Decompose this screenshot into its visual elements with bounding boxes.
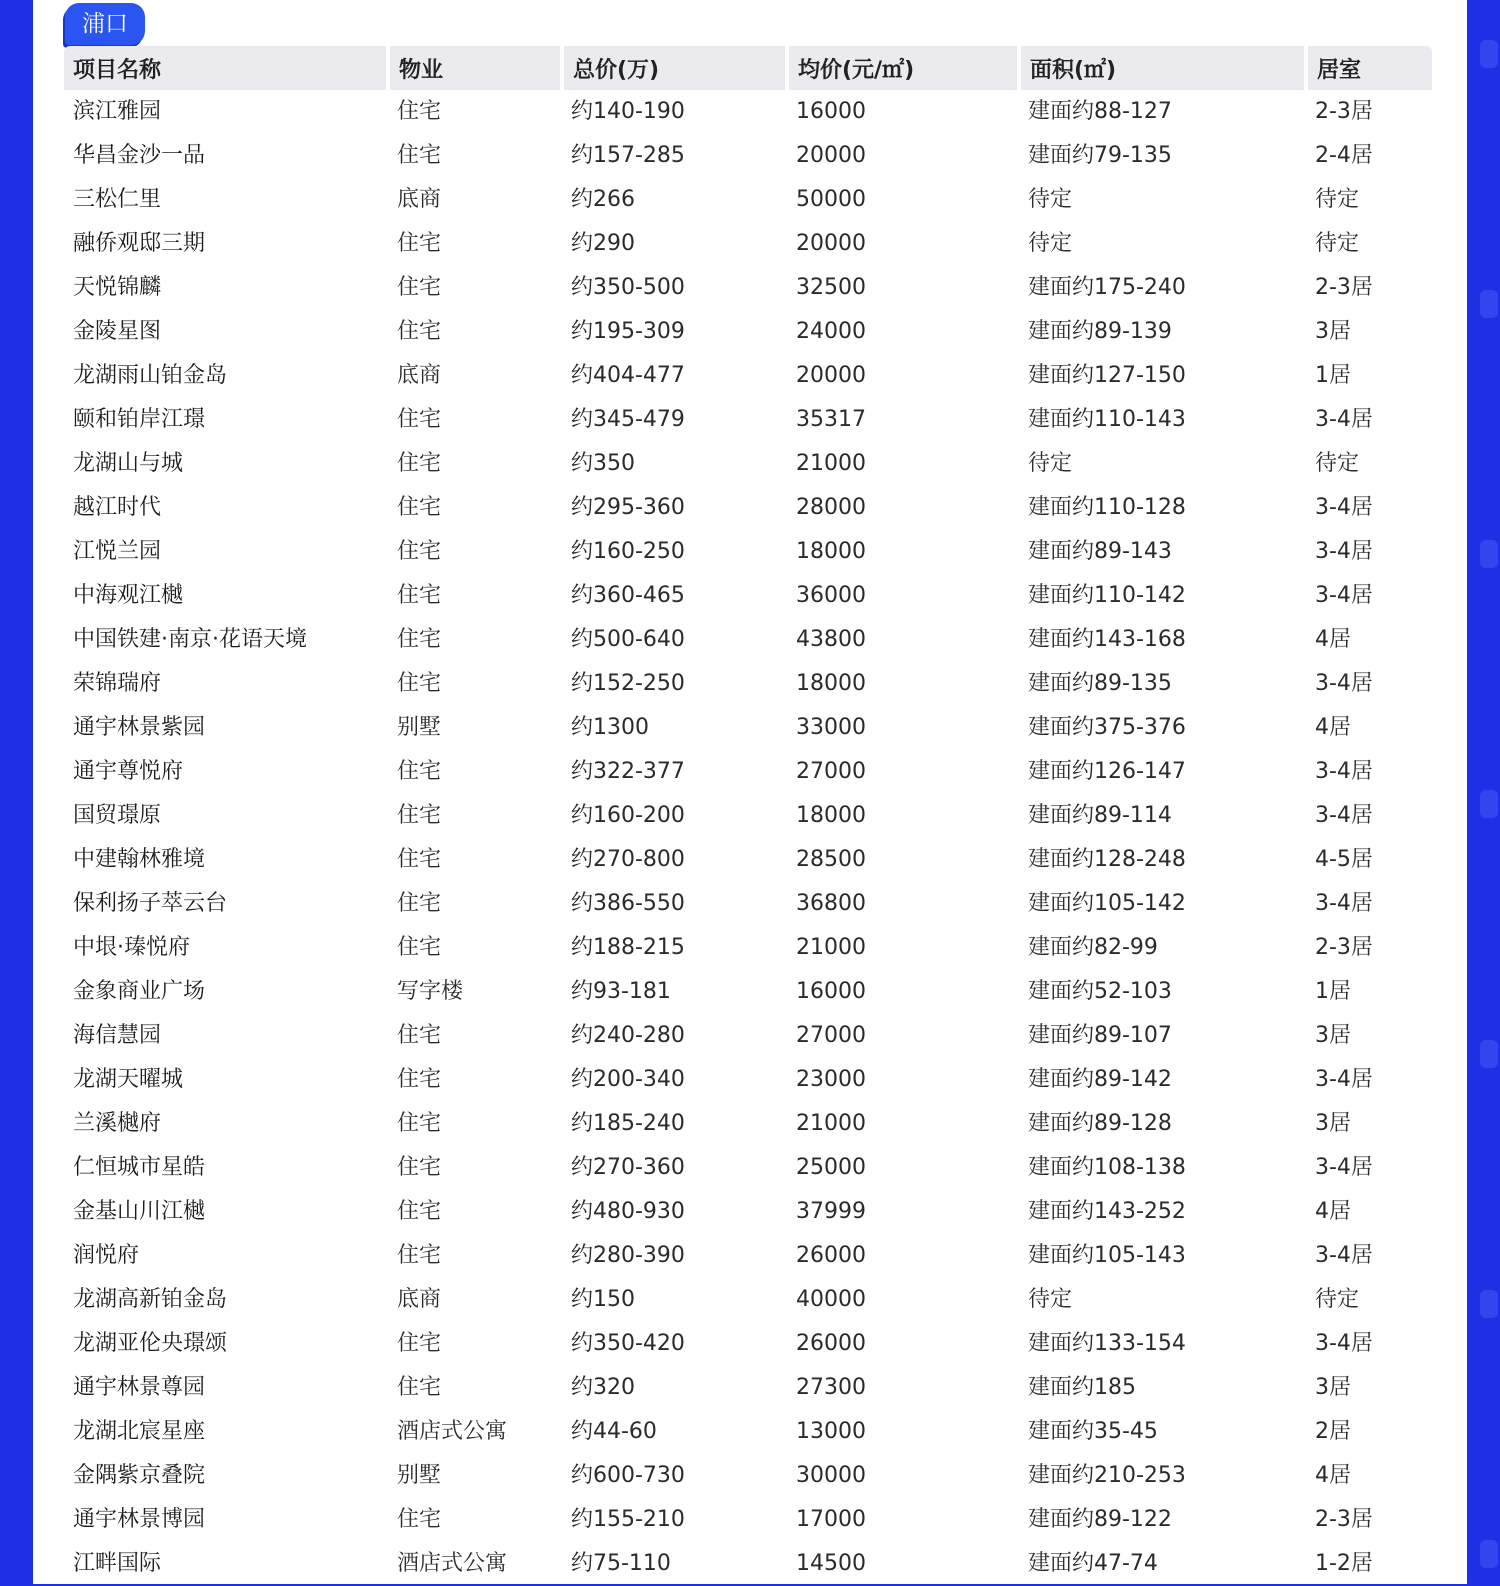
table-row bbox=[64, 574, 1432, 618]
total-price-cell: 约350 bbox=[571, 451, 635, 476]
table-row bbox=[64, 266, 1432, 310]
property-type-cell: 住宅 bbox=[397, 583, 442, 608]
area-cell: 建面约375-376 bbox=[1028, 715, 1186, 740]
property-type-cell: 别墅 bbox=[397, 715, 442, 740]
avg-price-cell: 28000 bbox=[796, 495, 866, 520]
project-name-cell: 通宇林景紫园 bbox=[73, 715, 206, 740]
avg-price-cell: 21000 bbox=[796, 935, 866, 960]
avg-price-cell: 30000 bbox=[796, 1463, 866, 1488]
edge-mark bbox=[1480, 1040, 1498, 1068]
header-rooms: 居室 bbox=[1306, 46, 1432, 90]
rooms-cell: 2-3居 bbox=[1315, 1507, 1373, 1532]
area-cell: 建面约105-143 bbox=[1028, 1243, 1186, 1268]
table-row bbox=[64, 1190, 1432, 1234]
project-name-cell: 金象商业广场 bbox=[73, 979, 206, 1004]
project-name-cell: 三松仁里 bbox=[73, 187, 162, 212]
property-type-cell: 住宅 bbox=[397, 451, 442, 476]
table-row bbox=[64, 1014, 1432, 1058]
project-name-cell: 龙湖高新铂金岛 bbox=[73, 1287, 228, 1312]
table-row bbox=[64, 354, 1432, 398]
property-type-cell: 住宅 bbox=[397, 1243, 442, 1268]
avg-price-cell: 20000 bbox=[796, 231, 866, 256]
project-name-cell: 中建翰林雅境 bbox=[73, 847, 206, 872]
rooms-cell: 3-4居 bbox=[1315, 583, 1373, 608]
area-cell: 建面约143-168 bbox=[1028, 627, 1186, 652]
property-type-cell: 写字楼 bbox=[397, 979, 464, 1004]
rooms-cell: 3-4居 bbox=[1315, 803, 1373, 828]
rooms-cell: 3-4居 bbox=[1315, 407, 1373, 432]
rooms-cell: 3-4居 bbox=[1315, 759, 1373, 784]
rooms-cell: 3-4居 bbox=[1315, 671, 1373, 696]
avg-price-cell: 18000 bbox=[796, 671, 866, 696]
project-name-cell: 国贸璟原 bbox=[73, 803, 162, 828]
rooms-cell: 2-3居 bbox=[1315, 935, 1373, 960]
area-cell: 建面约127-150 bbox=[1028, 363, 1186, 388]
project-name-cell: 江畔国际 bbox=[73, 1551, 162, 1576]
table-row bbox=[64, 1498, 1432, 1542]
avg-price-cell: 20000 bbox=[796, 143, 866, 168]
property-type-cell: 住宅 bbox=[397, 1155, 442, 1180]
avg-price-cell: 26000 bbox=[796, 1243, 866, 1268]
project-name-cell: 龙湖亚伦央璟颂 bbox=[73, 1331, 228, 1356]
rooms-cell: 4-5居 bbox=[1315, 847, 1373, 872]
total-price-cell: 约44-60 bbox=[571, 1419, 657, 1444]
total-price-cell: 约280-390 bbox=[571, 1243, 685, 1268]
area-cell: 建面约143-252 bbox=[1028, 1199, 1186, 1224]
area-cell: 建面约110-128 bbox=[1028, 495, 1186, 520]
edge-mark bbox=[1480, 790, 1498, 818]
total-price-cell: 约322-377 bbox=[571, 759, 685, 784]
area-cell: 建面约35-45 bbox=[1028, 1419, 1158, 1444]
rooms-cell: 3居 bbox=[1315, 1375, 1351, 1400]
total-price-cell: 约480-930 bbox=[571, 1199, 685, 1224]
rooms-cell: 3居 bbox=[1315, 319, 1351, 344]
avg-price-cell: 35317 bbox=[796, 407, 866, 432]
project-name-cell: 通宇林景博园 bbox=[73, 1507, 206, 1532]
avg-price-cell: 18000 bbox=[796, 539, 866, 564]
total-price-cell: 约350-420 bbox=[571, 1331, 685, 1356]
total-price-cell: 约404-477 bbox=[571, 363, 685, 388]
project-name-cell: 龙湖北宸星座 bbox=[73, 1419, 206, 1444]
project-name-cell: 金基山川江樾 bbox=[73, 1199, 206, 1224]
rooms-cell: 3-4居 bbox=[1315, 1067, 1373, 1092]
property-type-cell: 酒店式公寓 bbox=[397, 1551, 508, 1576]
property-type-cell: 住宅 bbox=[397, 803, 442, 828]
rooms-cell: 4居 bbox=[1315, 1199, 1351, 1224]
property-type-cell: 住宅 bbox=[397, 671, 442, 696]
total-price-cell: 约152-250 bbox=[571, 671, 685, 696]
area-cell: 建面约79-135 bbox=[1028, 143, 1172, 168]
property-type-cell: 别墅 bbox=[397, 1463, 442, 1488]
table-row bbox=[64, 1542, 1432, 1586]
district-tag: 浦口 bbox=[65, 3, 145, 45]
rooms-cell: 待定 bbox=[1315, 187, 1360, 212]
project-name-cell: 通宇尊悦府 bbox=[73, 759, 184, 784]
avg-price-cell: 43800 bbox=[796, 627, 866, 652]
table-row bbox=[64, 1322, 1432, 1366]
property-type-cell: 住宅 bbox=[397, 627, 442, 652]
project-name-cell: 华昌金沙一品 bbox=[73, 143, 206, 168]
rooms-cell: 3-4居 bbox=[1315, 1155, 1373, 1180]
project-name-cell: 越江时代 bbox=[73, 495, 162, 520]
edge-mark bbox=[1480, 1290, 1498, 1318]
avg-price-cell: 37999 bbox=[796, 1199, 866, 1224]
property-type-cell: 住宅 bbox=[397, 759, 442, 784]
avg-price-cell: 23000 bbox=[796, 1067, 866, 1092]
property-type-cell: 酒店式公寓 bbox=[397, 1419, 508, 1444]
total-price-cell: 约160-200 bbox=[571, 803, 685, 828]
edge-decoration bbox=[1470, 0, 1500, 1584]
total-price-cell: 约75-110 bbox=[571, 1551, 671, 1576]
table-row bbox=[64, 398, 1432, 442]
project-name-cell: 龙湖山与城 bbox=[73, 451, 184, 476]
total-price-cell: 约155-210 bbox=[571, 1507, 685, 1532]
header-avg-price: 均价(元/㎡) bbox=[787, 46, 1019, 90]
avg-price-cell: 50000 bbox=[796, 187, 866, 212]
avg-price-cell: 32500 bbox=[796, 275, 866, 300]
project-name-cell: 仁恒城市星皓 bbox=[73, 1155, 206, 1180]
table-row bbox=[64, 90, 1432, 134]
edge-mark bbox=[1480, 540, 1498, 568]
rooms-cell: 2居 bbox=[1315, 1419, 1351, 1444]
area-cell: 待定 bbox=[1028, 231, 1073, 256]
rooms-cell: 3-4居 bbox=[1315, 1243, 1373, 1268]
property-type-cell: 住宅 bbox=[397, 1067, 442, 1092]
total-price-cell: 约240-280 bbox=[571, 1023, 685, 1048]
area-cell: 建面约126-147 bbox=[1028, 759, 1186, 784]
area-cell: 建面约82-99 bbox=[1028, 935, 1158, 960]
rooms-cell: 待定 bbox=[1315, 451, 1360, 476]
total-price-cell: 约600-730 bbox=[571, 1463, 685, 1488]
rooms-cell: 4居 bbox=[1315, 627, 1351, 652]
avg-price-cell: 26000 bbox=[796, 1331, 866, 1356]
avg-price-cell: 40000 bbox=[796, 1287, 866, 1312]
total-price-cell: 约157-285 bbox=[571, 143, 685, 168]
project-name-cell: 江悦兰园 bbox=[73, 539, 162, 564]
property-type-cell: 住宅 bbox=[397, 1023, 442, 1048]
area-cell: 建面约110-143 bbox=[1028, 407, 1186, 432]
rooms-cell: 3-4居 bbox=[1315, 539, 1373, 564]
table-row bbox=[64, 486, 1432, 530]
area-cell: 建面约110-142 bbox=[1028, 583, 1186, 608]
table-row bbox=[64, 134, 1432, 178]
area-cell: 建面约89-142 bbox=[1028, 1067, 1172, 1092]
property-type-cell: 住宅 bbox=[397, 143, 442, 168]
table-row bbox=[64, 706, 1432, 750]
table-row bbox=[64, 1454, 1432, 1498]
table-row bbox=[64, 970, 1432, 1014]
table-row bbox=[64, 750, 1432, 794]
avg-price-cell: 25000 bbox=[796, 1155, 866, 1180]
project-name-cell: 通宇林景尊园 bbox=[73, 1375, 206, 1400]
total-price-cell: 约295-360 bbox=[571, 495, 685, 520]
total-price-cell: 约360-465 bbox=[571, 583, 685, 608]
area-cell: 建面约52-103 bbox=[1028, 979, 1172, 1004]
area-cell: 建面约89-114 bbox=[1028, 803, 1172, 828]
total-price-cell: 约1300 bbox=[571, 715, 649, 740]
total-price-cell: 约188-215 bbox=[571, 935, 685, 960]
area-cell: 待定 bbox=[1028, 451, 1073, 476]
table-row bbox=[64, 662, 1432, 706]
project-name-cell: 海信慧园 bbox=[73, 1023, 162, 1048]
table-row bbox=[64, 794, 1432, 838]
total-price-cell: 约150 bbox=[571, 1287, 635, 1312]
avg-price-cell: 36000 bbox=[796, 583, 866, 608]
avg-price-cell: 16000 bbox=[796, 99, 866, 124]
total-price-cell: 约185-240 bbox=[571, 1111, 685, 1136]
avg-price-cell: 13000 bbox=[796, 1419, 866, 1444]
rooms-cell: 3-4居 bbox=[1315, 891, 1373, 916]
rooms-cell: 待定 bbox=[1315, 1287, 1360, 1312]
edge-mark bbox=[1480, 290, 1498, 318]
project-name-cell: 龙湖雨山铂金岛 bbox=[73, 363, 228, 388]
total-price-cell: 约290 bbox=[571, 231, 635, 256]
area-cell: 建面约47-74 bbox=[1028, 1551, 1158, 1576]
avg-price-cell: 18000 bbox=[796, 803, 866, 828]
rooms-cell: 3-4居 bbox=[1315, 495, 1373, 520]
total-price-cell: 约350-500 bbox=[571, 275, 685, 300]
rooms-cell: 1-2居 bbox=[1315, 1551, 1373, 1576]
project-name-cell: 荣锦瑞府 bbox=[73, 671, 162, 696]
table-row bbox=[64, 926, 1432, 970]
avg-price-cell: 33000 bbox=[796, 715, 866, 740]
header-property-type: 物业 bbox=[388, 46, 562, 90]
property-type-cell: 底商 bbox=[397, 187, 442, 212]
total-price-cell: 约270-360 bbox=[571, 1155, 685, 1180]
property-type-cell: 住宅 bbox=[397, 891, 442, 916]
avg-price-cell: 21000 bbox=[796, 1111, 866, 1136]
area-cell: 建面约210-253 bbox=[1028, 1463, 1186, 1488]
rooms-cell: 3-4居 bbox=[1315, 1331, 1373, 1356]
property-type-cell: 住宅 bbox=[397, 847, 442, 872]
area-cell: 待定 bbox=[1028, 187, 1073, 212]
project-name-cell: 金隅紫京叠院 bbox=[73, 1463, 206, 1488]
property-type-cell: 住宅 bbox=[397, 1111, 442, 1136]
area-cell: 建面约89-139 bbox=[1028, 319, 1172, 344]
table-row bbox=[64, 442, 1432, 486]
property-type-cell: 底商 bbox=[397, 1287, 442, 1312]
header-area: 面积(㎡) bbox=[1019, 46, 1306, 90]
avg-price-cell: 20000 bbox=[796, 363, 866, 388]
avg-price-cell: 14500 bbox=[796, 1551, 866, 1576]
property-type-cell: 住宅 bbox=[397, 99, 442, 124]
total-price-cell: 约266 bbox=[571, 187, 635, 212]
table-row bbox=[64, 882, 1432, 926]
table-row bbox=[64, 530, 1432, 574]
table-row bbox=[64, 1278, 1432, 1322]
project-name-cell: 龙湖天曜城 bbox=[73, 1067, 184, 1092]
avg-price-cell: 16000 bbox=[796, 979, 866, 1004]
total-price-cell: 约320 bbox=[571, 1375, 635, 1400]
avg-price-cell: 21000 bbox=[796, 451, 866, 476]
rooms-cell: 2-4居 bbox=[1315, 143, 1373, 168]
rooms-cell: 4居 bbox=[1315, 1463, 1351, 1488]
total-price-cell: 约386-550 bbox=[571, 891, 685, 916]
total-price-cell: 约140-190 bbox=[571, 99, 685, 124]
total-price-cell: 约270-800 bbox=[571, 847, 685, 872]
listing-table bbox=[64, 46, 1432, 1586]
project-name-cell: 金陵星图 bbox=[73, 319, 162, 344]
avg-price-cell: 28500 bbox=[796, 847, 866, 872]
area-cell: 建面约128-248 bbox=[1028, 847, 1186, 872]
area-cell: 建面约89-135 bbox=[1028, 671, 1172, 696]
area-cell: 建面约89-128 bbox=[1028, 1111, 1172, 1136]
total-price-cell: 约345-479 bbox=[571, 407, 685, 432]
area-cell: 建面约133-154 bbox=[1028, 1331, 1186, 1356]
table-row bbox=[64, 1146, 1432, 1190]
rooms-cell: 1居 bbox=[1315, 979, 1351, 1004]
rooms-cell: 4居 bbox=[1315, 715, 1351, 740]
table-row bbox=[64, 1102, 1432, 1146]
avg-price-cell: 24000 bbox=[796, 319, 866, 344]
table-row bbox=[64, 618, 1432, 662]
area-cell: 建面约175-240 bbox=[1028, 275, 1186, 300]
property-type-cell: 住宅 bbox=[397, 319, 442, 344]
area-cell: 建面约89-122 bbox=[1028, 1507, 1172, 1532]
edge-mark bbox=[1480, 40, 1498, 68]
area-cell: 待定 bbox=[1028, 1287, 1073, 1312]
table-row bbox=[64, 1410, 1432, 1454]
table-row bbox=[64, 1234, 1432, 1278]
avg-price-cell: 27000 bbox=[796, 759, 866, 784]
total-price-cell: 约200-340 bbox=[571, 1067, 685, 1092]
rooms-cell: 2-3居 bbox=[1315, 99, 1373, 124]
project-name-cell: 颐和铂岸江璟 bbox=[73, 407, 206, 432]
property-type-cell: 住宅 bbox=[397, 1375, 442, 1400]
rooms-cell: 3居 bbox=[1315, 1111, 1351, 1136]
table-row bbox=[64, 310, 1432, 354]
property-type-cell: 住宅 bbox=[397, 935, 442, 960]
total-price-cell: 约93-181 bbox=[571, 979, 671, 1004]
project-name-cell: 中国铁建·南京·花语天境 bbox=[73, 627, 307, 652]
area-cell: 建面约108-138 bbox=[1028, 1155, 1186, 1180]
rooms-cell: 2-3居 bbox=[1315, 275, 1373, 300]
total-price-cell: 约195-309 bbox=[571, 319, 685, 344]
project-name-cell: 天悦锦麟 bbox=[73, 275, 162, 300]
avg-price-cell: 27300 bbox=[796, 1375, 866, 1400]
header-total-price: 总价(万) bbox=[562, 46, 787, 90]
edge-mark bbox=[1480, 1540, 1498, 1568]
property-type-cell: 住宅 bbox=[397, 275, 442, 300]
table-row bbox=[64, 222, 1432, 266]
project-name-cell: 润悦府 bbox=[73, 1243, 140, 1268]
area-cell: 建面约105-142 bbox=[1028, 891, 1186, 916]
area-cell: 建面约89-143 bbox=[1028, 539, 1172, 564]
table-row bbox=[64, 838, 1432, 882]
rooms-cell: 1居 bbox=[1315, 363, 1351, 388]
table-row bbox=[64, 178, 1432, 222]
project-name-cell: 滨江雅园 bbox=[73, 99, 162, 124]
rooms-cell: 3居 bbox=[1315, 1023, 1351, 1048]
project-name-cell: 中海观江樾 bbox=[73, 583, 184, 608]
header-row bbox=[64, 46, 1432, 90]
table-row bbox=[64, 1058, 1432, 1102]
avg-price-cell: 27000 bbox=[796, 1023, 866, 1048]
property-type-cell: 底商 bbox=[397, 363, 442, 388]
table-row bbox=[64, 1366, 1432, 1410]
area-cell: 建面约185 bbox=[1028, 1375, 1136, 1400]
rooms-cell: 待定 bbox=[1315, 231, 1360, 256]
total-price-cell: 约160-250 bbox=[571, 539, 685, 564]
property-type-cell: 住宅 bbox=[397, 1199, 442, 1224]
avg-price-cell: 17000 bbox=[796, 1507, 866, 1532]
total-price-cell: 约500-640 bbox=[571, 627, 685, 652]
property-type-cell: 住宅 bbox=[397, 495, 442, 520]
property-type-cell: 住宅 bbox=[397, 539, 442, 564]
property-type-cell: 住宅 bbox=[397, 1507, 442, 1532]
project-name-cell: 中垠·瑧悦府 bbox=[73, 935, 190, 960]
project-name-cell: 兰溪樾府 bbox=[73, 1111, 162, 1136]
project-name-cell: 保利扬子萃云台 bbox=[73, 891, 228, 916]
area-cell: 建面约88-127 bbox=[1028, 99, 1172, 124]
property-type-cell: 住宅 bbox=[397, 407, 442, 432]
property-type-cell: 住宅 bbox=[397, 231, 442, 256]
project-name-cell: 融侨观邸三期 bbox=[73, 231, 206, 256]
avg-price-cell: 36800 bbox=[796, 891, 866, 916]
area-cell: 建面约89-107 bbox=[1028, 1023, 1172, 1048]
header-project-name: 项目名称 bbox=[64, 46, 388, 90]
property-type-cell: 住宅 bbox=[397, 1331, 442, 1356]
